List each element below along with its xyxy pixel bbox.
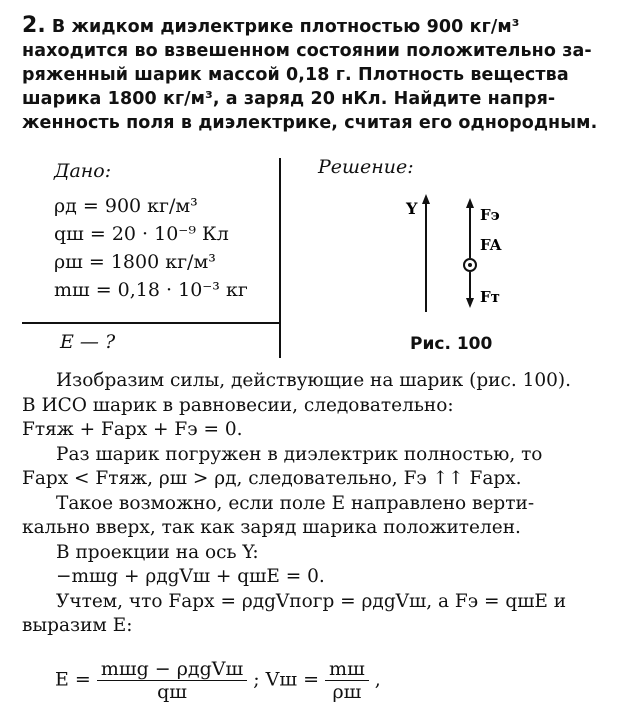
solution-line-2: В ИСО шарик в равновесии, следовательно:: [22, 394, 454, 416]
final-lhs: E =: [55, 668, 91, 691]
y-axis-label: Y: [406, 199, 418, 218]
problem-line-2: находится во взвешенном состоянии положительно за-: [22, 41, 592, 61]
force-down-arrowhead: [466, 298, 474, 308]
find-label: E — ?: [60, 331, 116, 353]
solution-line-5: Fарх < Fтяж, ρш > ρд, следовательно, Fэ ↑↑ Fарх.: [22, 468, 522, 489]
final-formula: [55, 658, 381, 703]
force-up-arrowhead: [466, 198, 474, 208]
given-label: Дано:: [54, 160, 112, 182]
problem-number: 2.: [22, 13, 46, 38]
fraction-1-numerator: mшg − ρдgVш: [97, 658, 247, 681]
force-label-archimedes: FA: [480, 236, 502, 254]
ball-center: [468, 263, 472, 267]
solution-line-6: Такое возможно, если поле E направлено верти-: [56, 492, 535, 514]
solution-line-8: В проекции на ось Y:: [56, 541, 259, 563]
solution-text: [22, 369, 617, 639]
force-label-electric: Fэ: [480, 206, 500, 224]
given-divider-horizontal: [22, 322, 280, 324]
fraction-2-denominator: ρш: [332, 681, 362, 703]
final-middle: ; Vш =: [253, 668, 319, 691]
given-item-2: qш = 20 · 10⁻⁹ Кл: [54, 223, 229, 245]
final-end: ,: [374, 668, 381, 691]
solution-equation-1: Fтяж + Fарх + Fэ = 0.: [22, 419, 243, 440]
given-block: [54, 160, 279, 304]
given-divider-vertical: [279, 158, 281, 358]
solution-line-4: Раз шарик погружен в диэлектрик полностью, то: [56, 443, 543, 465]
problem-line-1: 2. В жидком диэлектрике плотностью 900 кг/м³: [22, 13, 520, 38]
fraction-2: [325, 658, 369, 703]
problem-line-3: ряженный шарик массой 0,18 г. Плотность вещества: [22, 65, 569, 85]
problem-line-4: шарика 1800 кг/м³, а заряд 20 нКл. Найдите напря-: [22, 89, 556, 109]
solution-line-7: кально вверх, так как заряд шарика положителен.: [22, 517, 521, 538]
force-diagram: [388, 188, 538, 322]
solution-line-1: Изобразим силы, действующие на шарик (рис. 100).: [56, 370, 572, 391]
given-item-4: mш = 0,18 · 10⁻³ кг: [54, 279, 248, 301]
fraction-2-numerator: mш: [325, 658, 369, 681]
solution-label: Решение:: [318, 156, 414, 178]
fraction-1: [97, 658, 247, 703]
solution-line-10: Учтем, что Fарх = ρдgVпогр = ρдgVш, а Fэ = qшE и: [56, 590, 567, 612]
y-axis-arrowhead: [422, 194, 430, 204]
given-item-3: ρш = 1800 кг/м³: [54, 251, 216, 273]
force-diagram-svg: [388, 188, 538, 318]
fraction-1-denominator: qш: [157, 681, 187, 703]
force-label-gravity: Fт: [480, 288, 500, 306]
problem-line-5: женность поля в диэлектрике, считая его однородным.: [22, 113, 598, 133]
solution-line-11: выразим E:: [22, 615, 133, 636]
given-item-1: ρд = 900 кг/м³: [54, 195, 198, 217]
solution-equation-2: −mшg + ρдgVш + qшE = 0.: [56, 566, 325, 587]
problem-statement: [22, 14, 617, 135]
figure-caption: Рис. 100: [410, 334, 493, 354]
